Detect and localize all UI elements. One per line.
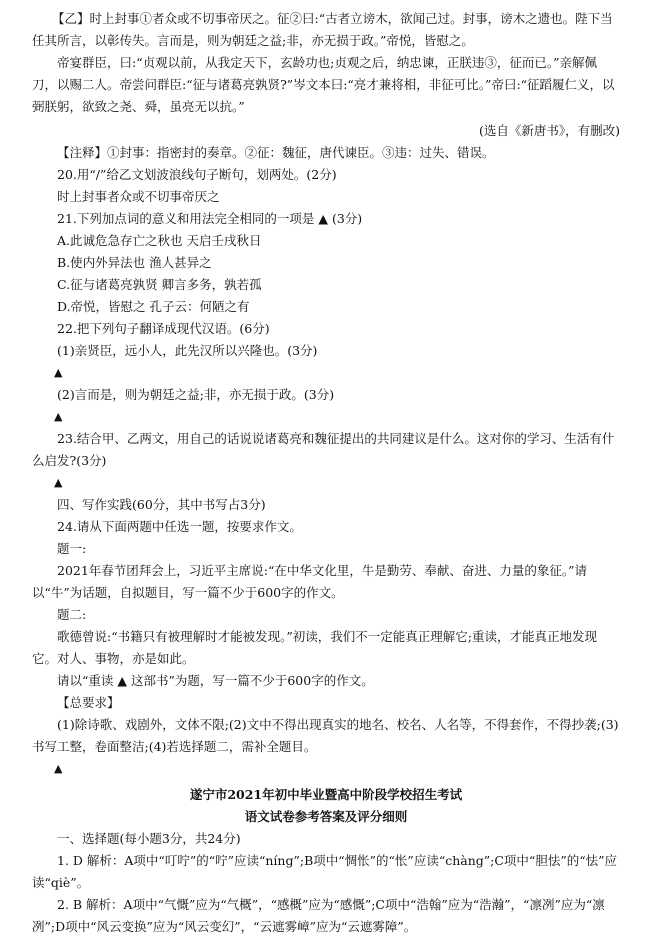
topic-2-text: 歌德曾说:“书籍只有被理解时才能被发现。”初读，我们不一定能真正理解它;重读，才能真正地发现它。对人、事物，亦是如此。 xyxy=(32,629,597,666)
requirements-label: 【总要求】 xyxy=(57,695,120,710)
question-21-option-b: B.使内外异法也 渔人甚异之 xyxy=(57,255,212,270)
topic-2-task: 请以“重读 ▲ 这部书”为题，写一篇不少于600字的作文。 xyxy=(57,673,374,688)
passage-notes: 【注释】①封事：指密封的奏章。②征：魏征，唐代谏臣。③违：过失、错误。 xyxy=(57,145,495,160)
answer-1: 1. D 解析：A项中“叮咛”的“咛”应读“níng”;B项中“惆怅”的“怅”应读“chàng”;C项中“胆怯”的“怯”应读“qiè”。 xyxy=(32,853,617,890)
question-24: 24.请从下面两题中任选一题，按要求作文。 xyxy=(57,519,302,534)
passage-yi-p1: 【乙】时上封事①者众或不切事帝厌之。征②曰:“古者立谤木，欲闻己过。封事，谤木之遗也。陛下当任其所言，以彰传失。言而是，则为朝廷之益;非，亦无损于政。”帝悦，皆慰之。 xyxy=(32,11,613,48)
passage-source: (选自《新唐书》，有删改) xyxy=(478,123,620,138)
section-writing: 四、写作实践(60分，其中书写占3分) xyxy=(57,497,266,512)
question-21-option-d: D.帝悦，皆慰之 孔子云：何陋之有 xyxy=(57,299,250,314)
answer-section-1: 一、选择题(每小题3分，共24分) xyxy=(57,831,241,846)
answer-blank-1: ▲ xyxy=(54,366,63,379)
answer-key-subtitle: 语文试卷参考答案及评分细则 xyxy=(244,809,408,824)
question-21-option-a: A.此诚危急存亡之秋也 天启壬戌秋日 xyxy=(57,233,262,248)
question-21: 21.下列加点词的意义和用法完全相同的一项是 ▲ (3分) xyxy=(57,211,363,226)
question-20: 20.用“/”给乙文划波浪线句子断句，划两处。(2分) xyxy=(57,167,337,182)
requirements-text: (1)除诗歌、戏剧外，文体不限;(2)文中不得出现真实的地名、校名、人名等，不得套作，不得抄袭;(3)书写工整，卷面整洁;(4)若选择题二，需补全题目。 xyxy=(32,717,619,754)
topic-1-label: 题一: xyxy=(57,541,87,556)
answer-key-title: 遂宁市2021年初中毕业暨高中阶段学校招生考试 xyxy=(189,787,463,802)
topic-2-label: 题二: xyxy=(57,607,87,622)
answer-blank-2: ▲ xyxy=(54,410,63,423)
question-21-option-c: C.征与诸葛亮孰贤 卿言多务，孰若孤 xyxy=(57,277,262,292)
question-23: 23.结合甲、乙两文，用自己的话说说诸葛亮和魏征提出的共同建议是什么。这对你的学习、生活有什么启发?(3分) xyxy=(32,431,615,468)
question-20-sentence: 时上封事者众或不切事帝厌之 xyxy=(57,189,220,204)
topic-1-text: 2021年春节团拜会上，习近平主席说:“在中华文化里，牛是勤劳、奉献、奋进、力量的象征。”请以“牛”为话题，自拟题目，写一篇不少于600字的作文。 xyxy=(32,563,588,600)
question-22-s1: (1)亲贤臣，远小人，此先汉所以兴隆也。(3分) xyxy=(57,343,318,358)
question-22: 22.把下列句子翻译成现代汉语。(6分) xyxy=(57,321,270,336)
answer-2: 2. B 解析：A项中“气慨”应为“气概”，“感概”应为“感慨”;C项中“浩翰”应为“浩瀚”，“凛冽”应为“凛冽”;D项中“风云变换”应为“风云变幻”，“云遮雾嶂”应为“云遮雾障”。 xyxy=(32,897,605,934)
answer-blank-3: ▲ xyxy=(54,476,63,489)
question-22-s2: (2)言而是，则为朝廷之益;非，亦无损于政。(3分) xyxy=(57,387,335,402)
passage-yi-p2: 帝宴群臣，曰:“贞观以前，从我定天下，玄龄功也;贞观之后，纳忠谏，正朕违③，征而已。”亲解佩刀，以赐二人。帝尝问群臣:“征与诸葛亮孰贤?”岑文本曰:“亮才兼将相，非征可比。”帝曰:“征蹈履仁义，以弼朕躬，欲致之尧、舜，虽亮无以抗。” xyxy=(32,55,615,114)
answer-blank-4: ▲ xyxy=(54,762,63,775)
